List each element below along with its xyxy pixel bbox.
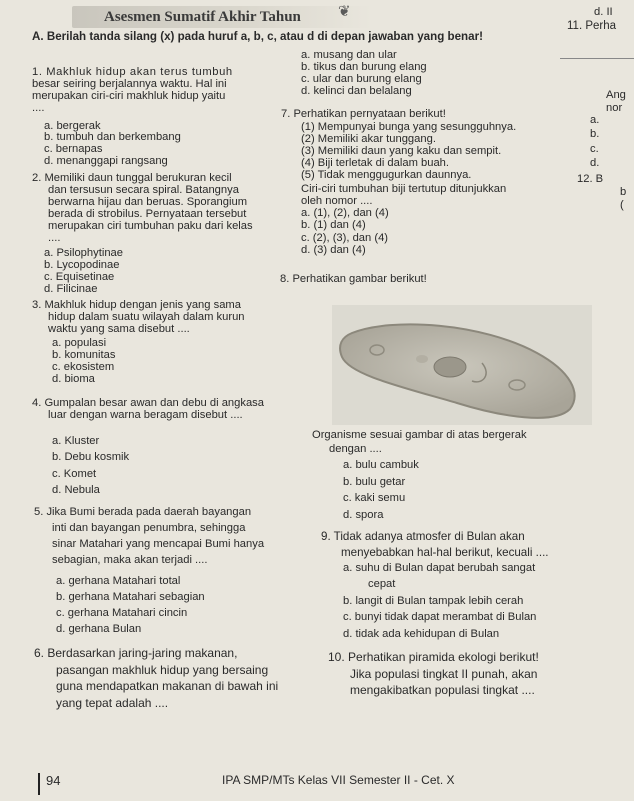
q7-stem: 7. Perhatikan pernyataan berikut! bbox=[281, 108, 446, 120]
q9-option-d[interactable]: d. tidak ada kehidupan di Bulan bbox=[343, 628, 500, 640]
q12-fragment: ( bbox=[620, 199, 624, 211]
q3-line: hidup dalam suatu wilayah dalam kurun bbox=[48, 311, 245, 323]
q4-line: 4. Gumpalan besar awan dan debu di angkasa bbox=[32, 397, 264, 409]
q8-caption: dengan .... bbox=[329, 443, 382, 455]
q8-caption: Organisme sesuai gambar di atas bergerak bbox=[312, 429, 527, 441]
organism-image bbox=[332, 305, 592, 425]
page-number: 94 bbox=[46, 773, 61, 788]
q11-label: Ang bbox=[606, 89, 626, 101]
q7-statement: (5) Tidak menggugurkan daunnya. bbox=[301, 169, 472, 181]
q4-option-a[interactable]: a. Kluster bbox=[52, 435, 100, 447]
q7-ask: Ciri-ciri tumbuhan biji tertutup ditunjukkan bbox=[301, 183, 507, 195]
paramecium-illustration bbox=[332, 305, 592, 425]
q2-line: 2. Memiliki daun tunggal berukuran kecil bbox=[32, 172, 232, 184]
q5-option-b[interactable]: b. gerhana Matahari sebagian bbox=[56, 591, 205, 603]
q2-option-c[interactable]: c. Equisetinae bbox=[44, 271, 115, 283]
q8-option-a[interactable]: a. bulu cambuk bbox=[343, 459, 419, 471]
q3-option-d[interactable]: d. bioma bbox=[52, 373, 95, 385]
q6-line: yang tepat adalah .... bbox=[56, 696, 169, 710]
q11-heading: 11. Perha bbox=[567, 20, 617, 32]
q11-option-b: b. bbox=[590, 128, 600, 140]
q9-option-c[interactable]: c. bunyi tidak dapat merambat di Bulan bbox=[343, 611, 537, 623]
q2-option-b[interactable]: b. Lycopodinae bbox=[44, 259, 120, 271]
q10-line: mengakibatkan populasi tingkat .... bbox=[350, 683, 535, 697]
footer-text: IPA SMP/MTs Kelas VII Semester II - Cet. X bbox=[222, 773, 455, 787]
q12-fragment: b bbox=[620, 186, 627, 198]
page-title: Asesmen Sumatif Akhir Tahun bbox=[104, 9, 301, 25]
prev-option-c[interactable]: c. ular dan burung elang bbox=[301, 73, 422, 85]
decorative-leaf-icon: ❦ bbox=[338, 3, 351, 20]
q9-option-a-cont: cepat bbox=[368, 578, 396, 590]
q4-option-c[interactable]: c. Komet bbox=[52, 468, 97, 480]
prev-option-d[interactable]: d. kelinci dan belalang bbox=[301, 85, 412, 97]
q7-option-d[interactable]: d. (3) dan (4) bbox=[301, 244, 366, 256]
prev-option-a[interactable]: a. musang dan ular bbox=[301, 49, 397, 61]
q3-option-b[interactable]: b. komunitas bbox=[52, 349, 116, 361]
q7-statement: (4) Biji terletak di dalam buah. bbox=[301, 157, 449, 169]
q2-line: berada di strobilus. Pernyataan tersebut bbox=[48, 208, 247, 220]
q7-ask: oleh nomor .... bbox=[301, 195, 373, 207]
q2-option-a[interactable]: a. Psilophytinae bbox=[44, 247, 123, 259]
q3-option-a[interactable]: a. populasi bbox=[52, 337, 107, 349]
q7-statement: (1) Mempunyai bunga yang sesungguhnya. bbox=[301, 121, 517, 133]
prev-option-b[interactable]: b. tikus dan burung elang bbox=[301, 61, 427, 73]
q2-line: berwarna hijau dan beruas. Sporangium bbox=[48, 196, 248, 208]
q1-option-d[interactable]: d. menanggapi rangsang bbox=[44, 155, 168, 167]
q7-statement: (3) Memiliki daun yang kaku dan sempit. bbox=[301, 145, 502, 157]
q9-line: 9. Tidak adanya atmosfer di Bulan akan bbox=[321, 530, 525, 543]
q5-line: 5. Jika Bumi berada pada daerah bayangan bbox=[34, 506, 252, 518]
q3-line: waktu yang sama disebut .... bbox=[48, 323, 190, 335]
q7-option-c[interactable]: c. (2), (3), dan (4) bbox=[301, 232, 389, 244]
q4-option-b[interactable]: b. Debu kosmik bbox=[52, 451, 130, 463]
q6-line: pasangan makhluk hidup yang bersaing bbox=[56, 663, 269, 677]
q1-option-a[interactable]: a. bergerak bbox=[44, 120, 101, 132]
q1-option-b[interactable]: b. tumbuh dan berkembang bbox=[44, 131, 181, 143]
q6-line: 6. Berdasarkan jaring-jaring makanan, bbox=[34, 646, 238, 660]
q7-option-a[interactable]: a. (1), (2), dan (4) bbox=[301, 207, 389, 219]
q10-line: 10. Perhatikan piramida ekologi berikut! bbox=[328, 650, 539, 664]
q9-line: menyebabkan hal-hal berikut, kecuali .... bbox=[341, 546, 549, 559]
q7-option-b[interactable]: b. (1) dan (4) bbox=[301, 219, 366, 231]
q1-option-c[interactable]: c. bernapas bbox=[44, 143, 103, 155]
q5-option-a[interactable]: a. gerhana Matahari total bbox=[56, 575, 181, 587]
q3-line: 3. Makhluk hidup dengan jenis yang sama bbox=[32, 299, 241, 311]
q6-line: guna mendapatkan makanan di bawah ini bbox=[56, 679, 279, 693]
q5-line: sinar Matahari yang mencapai Bumi hanya bbox=[52, 538, 265, 550]
q1-line: merupakan ciri-ciri makhluk hidup yaitu bbox=[32, 90, 226, 102]
q9-option-b[interactable]: b. langit di Bulan tampak lebih cerah bbox=[343, 595, 524, 607]
q8-stem: 8. Perhatikan gambar berikut! bbox=[280, 273, 427, 285]
q11-option-a: a. bbox=[590, 114, 600, 126]
q8-option-d[interactable]: d. spora bbox=[343, 509, 384, 521]
q5-line: inti dan bayangan penumbra, sehingga bbox=[52, 522, 246, 534]
q12-heading: 12. B bbox=[577, 173, 604, 185]
footer-rule bbox=[38, 773, 40, 795]
q7-statement: (2) Memiliki akar tunggang. bbox=[301, 133, 436, 145]
q9-option-a[interactable]: a. suhu di Bulan dapat berubah sangat bbox=[343, 562, 536, 574]
q2-line: dan tersusun secara spiral. Batangnya bbox=[48, 184, 239, 196]
q4-option-d[interactable]: d. Nebula bbox=[52, 484, 100, 496]
q4-line: luar dengan warna beragam disebut .... bbox=[48, 409, 243, 421]
divider bbox=[560, 58, 634, 59]
q5-option-c[interactable]: c. gerhana Matahari cincin bbox=[56, 607, 188, 619]
q5-option-d[interactable]: d. gerhana Bulan bbox=[56, 623, 142, 635]
q5-line: sebagian, maka akan terjadi .... bbox=[52, 554, 208, 566]
corner-option: d. II bbox=[594, 6, 613, 18]
q2-option-d[interactable]: d. Filicinae bbox=[44, 283, 98, 295]
q8-option-c[interactable]: c. kaki semu bbox=[343, 492, 406, 504]
q11-option-d: d. bbox=[590, 157, 600, 169]
q1-line: besar seiring berjalannya waktu. Hal ini bbox=[32, 78, 227, 90]
q2-line: .... bbox=[48, 232, 61, 244]
q1-line: .... bbox=[32, 102, 45, 114]
q3-option-c[interactable]: c. ekosistem bbox=[52, 361, 115, 373]
q8-option-b[interactable]: b. bulu getar bbox=[343, 476, 406, 488]
q2-line: merupakan ciri tumbuhan paku dari kelas bbox=[48, 220, 253, 232]
section-heading: A. Berilah tanda silang (x) pada huruf a, b, c, atau d di depan jawaban yang benar! bbox=[32, 30, 483, 43]
q11-option-c: c. bbox=[590, 143, 599, 155]
q10-line: Jika populasi tingkat II punah, akan bbox=[350, 667, 538, 681]
q11-sub: nor bbox=[606, 102, 623, 114]
q1-line: 1. Makhluk hidup akan terus tumbuh bbox=[32, 66, 233, 78]
